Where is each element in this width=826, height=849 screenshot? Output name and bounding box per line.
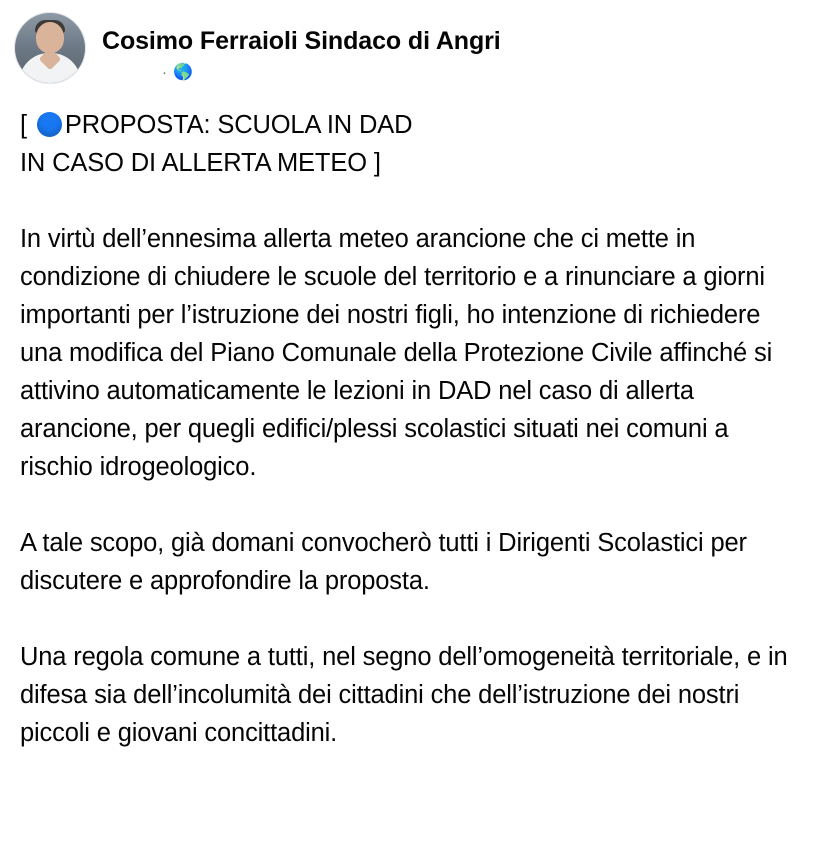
post-headline (20, 106, 806, 182)
post-header-text (102, 12, 501, 81)
post-paragraph-3: Una regola comune a tutti, nel segno dell’omogeneità territoriale, e in difesa sia dell’incolumità dei cittadini che dell’istruzione dei nostri piccoli e giovani concittadini. (20, 643, 795, 747)
post-body (0, 84, 826, 752)
post-paragraph-2: A tale scopo, già domani convocherò tutti i Dirigenti Scolastici per discutere e approfondire la proposta. (20, 529, 754, 595)
post-meta (102, 64, 501, 81)
avatar-face (36, 22, 64, 53)
avatar[interactable] (14, 12, 86, 84)
meta-separator: · (162, 64, 167, 81)
headline-prefix: [ (20, 111, 34, 139)
globe-icon[interactable]: 🌎 (173, 64, 193, 81)
blue-circle-icon (37, 112, 62, 137)
headline-line-2: IN CASO DI ALLERTA METEO ] (20, 149, 381, 177)
post-header (0, 0, 826, 84)
author-name[interactable]: Cosimo Ferraioli Sindaco di Angri (102, 27, 501, 55)
headline-line-1: PROPOSTA: SCUOLA IN DAD (64, 111, 413, 139)
post-paragraph-1: In virtù dell’ennesima allerta meteo arancione che ci mette in condizione di chiudere le scuole del territorio e a rinunciare a giorni importanti per l’istruzione dei nostri figli, ho intenzione di richiedere una modifica del Piano Comunale della Protezione Civile affinché si attivino automaticamente le lezioni in DAD nel caso di allerta arancione, per quegli edifici/plessi scolastici situati nei comuni a rischio idrogeologico. (20, 225, 780, 481)
